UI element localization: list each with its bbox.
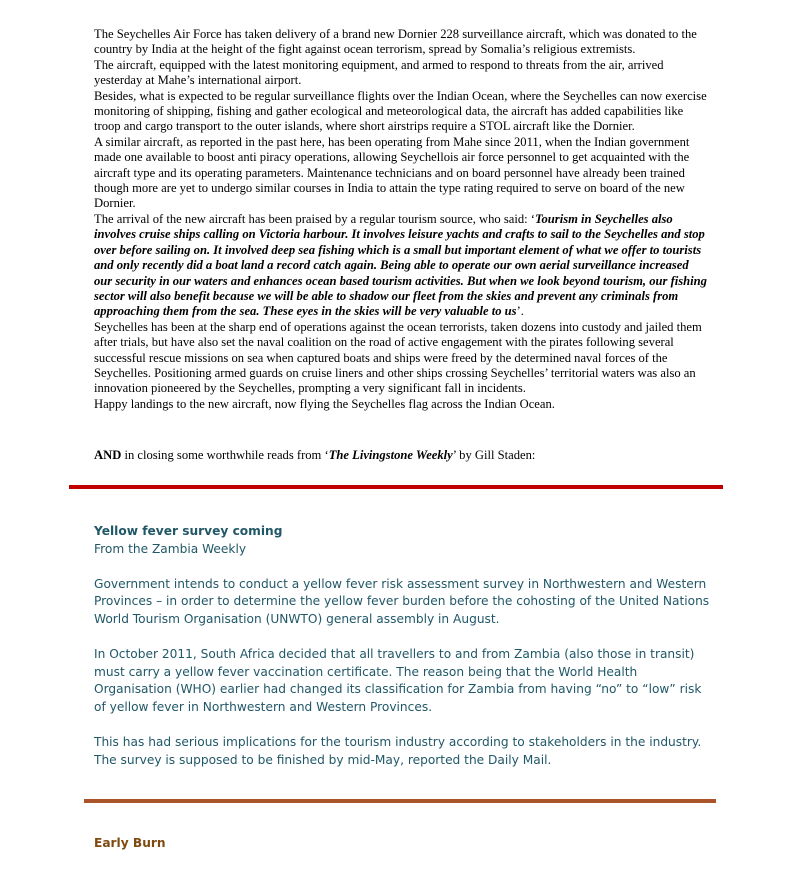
tourism-quote: Tourism in Seychelles also involves cruise ships calling on Victoria harbour. It involves leisure yachts and crafts to sail to the Seychelles and stop over before sailing on. It involved deep sea fishing which is a small but important element of what we offer to tourists and only recently did a boat land a record catch again. Being able to operate our own aerial surveillance increased our security in our waters and enhances ocean based tourism activities. But when we look beyond tourism, our fishing sector will also benefit because we will be able to shadow our fleet from the skies and prevent any criminals from approaching them from the sea. These eyes in the skies will be very valuable to us (94, 211, 707, 319)
publication-name: The Livingstone Weekly (328, 448, 453, 462)
article-paragraph: A similar aircraft, as reported in the past here, has been operating from Mahe since 2011, when the Indian government made one available to boost anti piracy operations, allowing Seychellois air force personnel to get acquainted with the aircraft type and its operating parameters. Maintenance technicians and on board personnel have already been trained though more are yet to undergo similar courses in India to attain the type rating required to serve on board of the new Dornier. (94, 134, 690, 211)
quote-intro: The arrival of the new aircraft has been praised by a regular tourism source, who said: ‘ (94, 211, 535, 226)
article-title: Yellow fever survey coming (94, 524, 283, 538)
article-paragraph: In October 2011, South Africa decided that all travellers to and from Zambia (also those in transit) must carry a yellow fever vaccination certificate. The reason being that the World Health Organisation (WHO) earlier had changed its classification for Zambia from having “no” to “low” risk of yellow fever in Northwestern and Western Provinces. (94, 647, 702, 714)
quote-end: ’. (516, 304, 524, 319)
brown-divider (84, 799, 716, 803)
closing-author: ’ by Gill Staden: (452, 448, 536, 462)
seychelles-article (94, 27, 710, 412)
article-quote-paragraph (94, 212, 710, 320)
red-divider (69, 485, 723, 489)
closing-mid: in closing some worthwhile reads from ‘ (121, 448, 329, 462)
article-source: From the Zambia Weekly (94, 541, 247, 556)
next-article-title: Early Burn (94, 836, 166, 850)
article-paragraph: This has had serious implications for the tourism industry according to stakeholders in the industry. The survey is supposed to be finished by mid-May, reported the Daily Mail. (94, 735, 702, 767)
article-paragraph: Besides, what is expected to be regular surveillance flights over the Indian Ocean, where the Seychelles can now exercise monitoring of shipping, fishing and gather ecological and meteorological data, the aircraft has added capabilities like troop and cargo transport to the outer islands, where short airstrips require a STOL aircraft like the Dornier. (94, 88, 707, 134)
article-paragraph: Seychelles has been at the sharp end of operations against the ocean terrorists, taken dozens into custody and jailed them after trials, but have also set the naval coalition on the road of active engagement with the pirates following several successful rescue missions on sea when captured boats and ships were freed by the determined naval forces of the Seychelles. Positioning armed guards on cruise liners and other ships crossing Seychelles’ territorial waters was also an innovation pioneered by the Seychelles, prompting a very significant fall in incidents. (94, 319, 702, 396)
article-paragraph: Happy landings to the new aircraft, now flying the Seychelles flag across the Indian Ocean. (94, 396, 555, 411)
yellow-fever-article (94, 523, 714, 769)
closing-and: AND (94, 448, 122, 462)
article-paragraph: The Seychelles Air Force has taken delivery of a brand new Dornier 228 surveillance aircraft, which was donated to the country by India at the height of the fight against ocean terrorism, spread by Somalia’s religious extremists. (94, 27, 697, 57)
article-paragraph: Government intends to conduct a yellow fever risk assessment survey in Northwestern and Western Provinces – in order to determine the yellow fever burden before the cohosting of the United Nations World Tourism Organisation (UNWTO) general assembly in August. (94, 576, 710, 626)
closing-line (94, 448, 714, 463)
article-paragraph: The aircraft, equipped with the latest monitoring equipment, and armed to respond to threats from the air, arrived yesterday at Mahe’s international airport. (94, 57, 664, 88)
